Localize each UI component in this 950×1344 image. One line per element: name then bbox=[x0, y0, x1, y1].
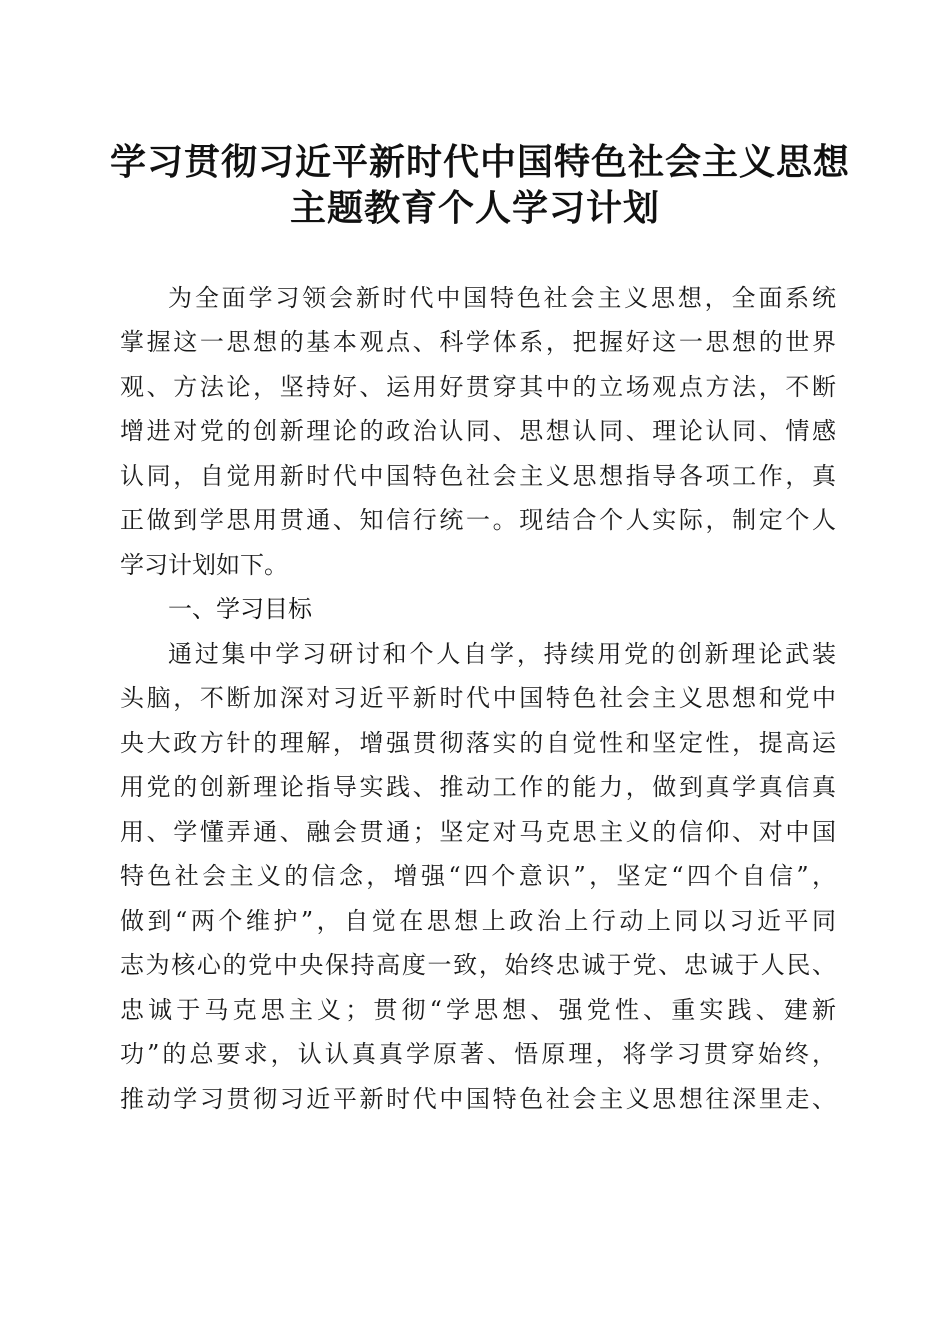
section-paragraph-line: 忠诚于马克思主义；贯彻“学思想、强党性、重实践、建新 bbox=[120, 996, 836, 1024]
section-paragraph-line: 志为核心的党中央保持高度一致，始终忠诚于党、忠诚于人民、 bbox=[120, 951, 836, 979]
section-paragraph-line: 央大政方针的理解，增强贯彻落实的自觉性和坚定性，提高运 bbox=[120, 729, 836, 757]
intro-paragraph-line: 观、方法论，坚持好、运用好贯穿其中的立场观点方法，不断 bbox=[120, 373, 836, 401]
intro-paragraph-line: 学习计划如下。 bbox=[120, 551, 288, 579]
section-paragraph-line: 推动学习贯彻习近平新时代中国特色社会主义思想往深里走、 bbox=[120, 1085, 836, 1113]
document-title-line-2: 主题教育个人学习计划 bbox=[289, 187, 660, 229]
section-paragraph-line: 用、学懂弄通、融会贯通；坚定对马克思主义的信仰、对中国 bbox=[120, 818, 836, 846]
intro-paragraph-line: 为全面学习领会新时代中国特色社会主义思想，全面系统 bbox=[168, 284, 836, 312]
section-paragraph-line: 用党的创新理论指导实践、推动工作的能力，做到真学真信真 bbox=[120, 773, 836, 801]
intro-paragraph-line: 增进对党的创新理论的政治认同、思想认同、理论认同、情感 bbox=[120, 417, 836, 445]
section-paragraph-line: 头脑，不断加深对习近平新时代中国特色社会主义思想和党中 bbox=[120, 684, 836, 712]
section-paragraph-line: 特色社会主义的信念，增强“四个意识”，坚定“四个自信”， bbox=[120, 862, 836, 890]
intro-paragraph-line: 正做到学思用贯通、知信行统一。现结合个人实际，制定个人 bbox=[120, 506, 836, 534]
intro-paragraph-line: 认同，自觉用新时代中国特色社会主义思想指导各项工作，真 bbox=[120, 462, 836, 490]
intro-paragraph-line: 掌握这一思想的基本观点、科学体系，把握好这一思想的世界 bbox=[120, 328, 836, 356]
section-paragraph-line: 功”的总要求，认认真真学原著、悟原理，将学习贯穿始终， bbox=[120, 1040, 836, 1068]
section-heading-learning-goals: 一、学习目标 bbox=[168, 595, 312, 623]
document-title-line-1: 学习贯彻习近平新时代中国特色社会主义思想 bbox=[110, 141, 851, 183]
section-paragraph-line: 做到“两个维护”，自觉在思想上政治上行动上同以习近平同 bbox=[120, 907, 836, 935]
section-paragraph-line: 通过集中学习研讨和个人自学，持续用党的创新理论武装 bbox=[168, 640, 836, 668]
